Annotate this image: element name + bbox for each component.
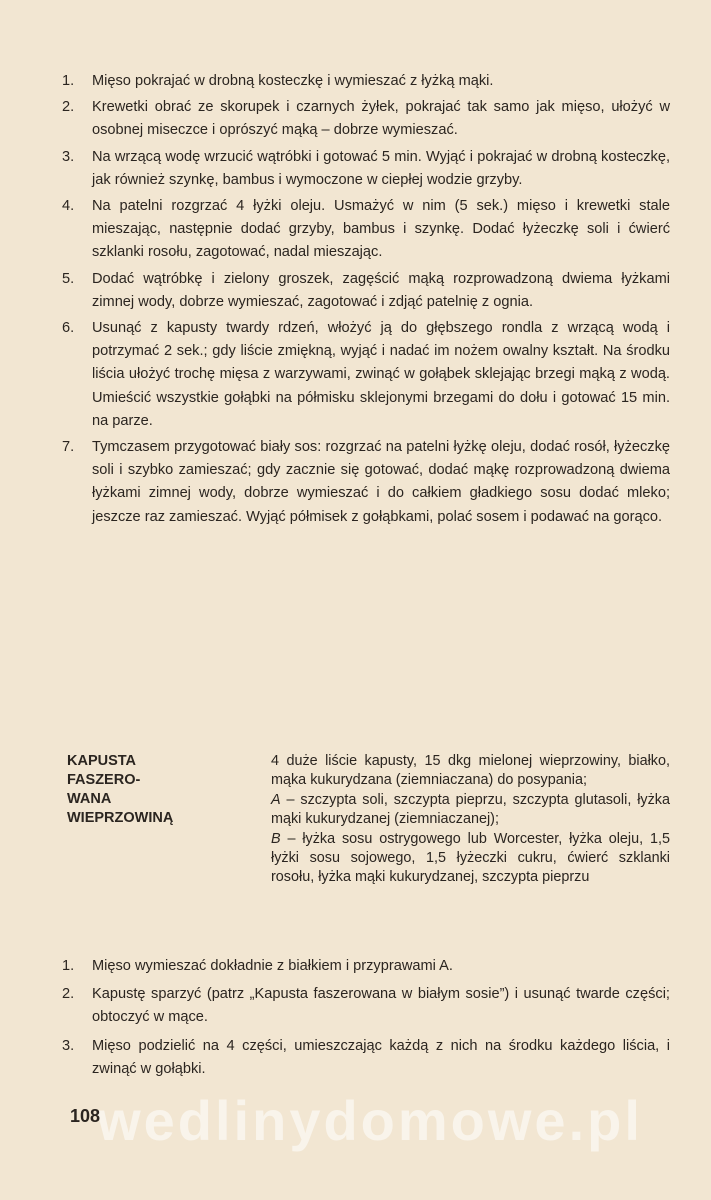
list-item <box>62 70 670 93</box>
list-item <box>62 96 670 142</box>
step-number: 5. <box>62 270 75 287</box>
list-item <box>62 195 670 265</box>
ingredients-main: 4 duże liście kapusty, 15 dkg mielonej wieprzowiny, białko, mąka kukurydzana (ziemniaczana) do posypania; <box>271 753 670 789</box>
step-text: Krewetki obrać ze skorupek i czarnych żyłek, pokrajać tak samo jak mięso, ułożyć w osobnej miseczce i oprószyć mąką – dobrze wymieszać. <box>92 99 670 139</box>
step-number: 1. <box>62 958 75 974</box>
step-number: 2. <box>62 986 75 1003</box>
step-number: 6. <box>62 320 75 337</box>
list-item <box>62 983 670 1029</box>
recipe-title <box>67 752 271 888</box>
watermark: wedlinydomowe.pl <box>97 1089 643 1152</box>
list-item <box>62 436 670 529</box>
step-text: Dodać wątróbkę i zielony groszek, zagęścić mąką rozprowadzoną dwiema łyżkami zimnej wody, dobrze wymieszać, zagotować i zdjąć patelnię z ognia. <box>92 270 670 310</box>
list-item <box>62 955 670 978</box>
step-text: Mięso pokrajać w drobną kosteczkę i wymieszać z łyżką mąki. <box>92 73 494 89</box>
step-number: 3. <box>62 148 75 165</box>
ingredients-a <box>271 791 670 830</box>
recipe-title-line: WIEPRZOWINĄ <box>67 810 174 826</box>
instructions-list-part2 <box>62 955 670 1086</box>
page-number: 108 <box>70 1106 101 1126</box>
ingredients <box>271 752 670 888</box>
step-text: Na wrzącą wodę wrzucić wątróbki i gotować 5 min. Wyjąć i pokrajać w drobną kosteczkę, jak również szynkę, bambus i wymoczone w ciepłej wodzie grzyby. <box>92 148 670 188</box>
step-number: 4. <box>62 198 75 215</box>
recipe-title-line: KAPUSTA <box>67 753 137 769</box>
step-text: Na patelni rozgrzać 4 łyżki oleju. Usmażyć w nim (5 sek.) mięso i krewetki stale mieszając, następnie dodać grzyby, bambus i szynkę. Dodać łyżeczkę soli i ćwierć szklanki rosołu, zagotować, nadal mieszając. <box>92 198 670 261</box>
step-number: 3. <box>62 1037 75 1054</box>
step-number: 1. <box>62 73 75 89</box>
variant-label-a: A <box>271 791 281 808</box>
recipe-header <box>67 752 670 888</box>
instructions-list-part1 <box>62 70 670 532</box>
recipe-title-line: FASZERO- <box>67 772 141 788</box>
list-item <box>62 146 670 192</box>
variant-text-b: – łyżka sosu ostrygowego lub Worcester, łyżka oleju, 1,5 łyżki sosu sojowego, 1,5 łyżeczki cukru, ćwierć szklanki rosołu, łyżka mąki kukurydzanej, szczypta pieprzu <box>271 830 670 886</box>
ingredients-b <box>271 830 670 888</box>
recipe-title-line: WANA <box>67 791 112 807</box>
step-text: Mięso wymieszać dokładnie z białkiem i przyprawami A. <box>92 958 453 974</box>
step-number: 7. <box>62 439 75 456</box>
step-text: Usunąć z kapusty twardy rdzeń, włożyć ją do głębszego rondla z wrzącą wodą i potrzymać 2 sek.; gdy liście zmiękną, wyjąć i nadać im nożem owalny kształt. Na środku liścia ułożyć trochę mięsa z warzywami, zwinąć w gołąbek sklejając brzegi mąką z wodą. Umieścić wszystkie gołąbki na półmisku sklejonymi brzegami do dołu i gotować 15 min. na parze. <box>92 320 670 429</box>
step-text: Tymczasem przygotować biały sos: rozgrzać na patelni łyżkę oleju, dodać rosół, łyżeczkę soli i szybko zamieszać; gdy zacznie się gotować, dodać mąkę rozprowadzoną dwiema łyżkami zimnej wody, dobrze wymieszać i do całkiem gładkiego sosu dodać mleko; jeszcze raz zamieszać. Wyjąć półmisek z gołąbkami, polać sosem i podawać na gorąco. <box>92 439 670 525</box>
list-item <box>62 1035 670 1081</box>
variant-text-a: – szczypta soli, szczypta pieprzu, szczypta glutasoli, łyżka mąki kukurydzanej (ziemniaczanej); <box>271 791 670 828</box>
list-item <box>62 317 670 433</box>
list-item <box>62 268 670 314</box>
step-number: 2. <box>62 99 75 116</box>
step-text: Mięso podzielić na 4 części, umieszczając każdą z nich na środku każdego liścia, i zwinąć w gołąbki. <box>92 1037 670 1077</box>
variant-label-b: B <box>271 830 281 847</box>
step-text: Kapustę sparzyć (patrz „Kapusta faszerowana w białym sosie”) i usunąć twarde części; obtoczyć w mące. <box>92 986 670 1026</box>
